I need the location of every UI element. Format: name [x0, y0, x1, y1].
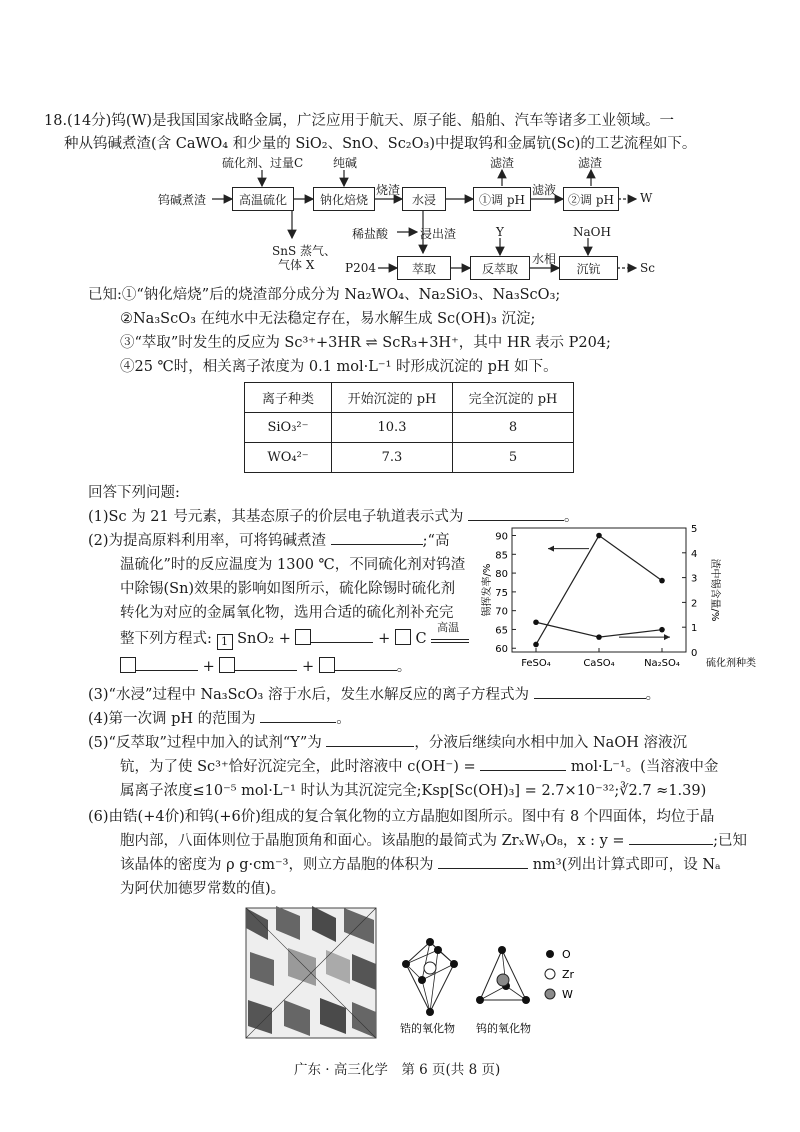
- question-2-line-1: [88, 530, 449, 552]
- table-cell: SiO₃²⁻: [245, 413, 332, 443]
- reaction-condition: 高温: [437, 621, 460, 634]
- question-1: (1)Sc 为 21 号元素，其基态原子的价层电子轨道表示式为 。: [88, 506, 578, 528]
- table-header: 离子种类: [245, 383, 332, 413]
- flow-box-high-temp-sulfurization: 高温硫化: [232, 187, 294, 211]
- coefficient-box[interactable]: [120, 657, 136, 673]
- answer-blank[interactable]: [326, 732, 414, 747]
- coefficient-box[interactable]: [219, 657, 235, 673]
- w-oxide-tetrahedron: [476, 946, 530, 1004]
- answer-intro: 回答下列问题:: [88, 485, 180, 501]
- table-row: [245, 443, 574, 473]
- annotation-arrowhead-left: [548, 546, 554, 552]
- question-2-equation-1: [120, 621, 469, 650]
- equals-line: [431, 639, 469, 643]
- flow-output-w: W: [640, 191, 653, 205]
- question-2-line-4: 转化为对应的金属氧化物，选用合适的硫化剂补充完: [120, 605, 454, 621]
- coefficient-box[interactable]: [295, 629, 311, 645]
- plus-sign: +: [378, 631, 391, 647]
- series-2-point: [659, 627, 665, 633]
- q6-text: ;已知: [713, 833, 748, 849]
- answer-blank[interactable]: [534, 684, 646, 699]
- zr-oxide-octahedron: [402, 938, 458, 1016]
- series-1-point: [659, 578, 665, 584]
- label-w-oxide: 钨的氧化物: [476, 1022, 531, 1035]
- q2-text: ;“高: [422, 533, 450, 549]
- y-tick-label-left: 60: [495, 644, 508, 656]
- chart-frame: [512, 528, 686, 652]
- question-6-line-1: (6)由锆(+4价)和钨(+6价)组成的复合氧化物的立方晶胞如图所示。图中有 8 个四面体，均位于晶: [88, 809, 715, 825]
- x-axis-label: 硫化剂种类: [706, 658, 756, 669]
- flow-box-ph-adjust-1: ①调 pH: [473, 187, 531, 211]
- flow-label-dilute-hcl: 稀盐酸: [352, 227, 389, 241]
- flow-label-sns-vapor: SnS 蒸气、: [272, 244, 336, 258]
- label-zr-oxide: 锆的氧化物: [400, 1022, 455, 1035]
- legend-zr-label: Zr: [562, 968, 575, 981]
- y-tick-label-left: 75: [495, 587, 508, 599]
- flow-label-soda: 纯碱: [333, 156, 358, 170]
- table-row: [245, 413, 574, 443]
- q3-text: (3)“水浸”过程中 Na₃ScO₃ 溶于水后，发生水解反应的离子方程式为: [88, 687, 529, 703]
- legend-w-marker: [545, 989, 555, 999]
- answer-blank[interactable]: [480, 756, 566, 771]
- y-tick-label-left: 85: [495, 550, 508, 562]
- plus-sign: +: [301, 659, 315, 675]
- flow-box-extraction: 萃取: [397, 256, 451, 280]
- question-2-line-3: 中除锡(Sn)效果的影响如图所示，硫化除锡时硫化剂: [120, 581, 456, 597]
- x-tick-label: FeSO₄: [521, 658, 551, 669]
- y-tick-label-right: 3: [691, 573, 698, 585]
- table-header-row: [245, 383, 574, 413]
- equation-term: C: [415, 631, 427, 647]
- q5-text: ，分液后继续向水相中加入 NaOH 溶液沉: [414, 735, 687, 751]
- y-tick-label-right: 0: [691, 648, 698, 659]
- flow-label-roast-residue: 烧渣: [376, 183, 401, 197]
- flow-label-sulfurizer: 硫化剂、过量C: [222, 156, 304, 170]
- q5-text: 钪，为了使 Sc³⁺恰好沉淀完全，此时溶液中 c(OH⁻) =: [120, 759, 476, 775]
- plus-sign: +: [202, 659, 215, 675]
- legend-w-label: W: [562, 988, 573, 1001]
- question-5-line-2: [120, 756, 718, 778]
- legend-o-marker: [546, 950, 554, 958]
- question-1-text: (1)Sc 为 21 号元素，其基态原子的价层电子轨道表示式为: [88, 509, 464, 525]
- answer-blank[interactable]: [438, 854, 528, 869]
- legend-zr-marker: [545, 969, 555, 979]
- y-tick-label-left: 70: [495, 606, 508, 618]
- series-2-point: [596, 634, 602, 640]
- annotation-arrowhead-right: [664, 634, 670, 640]
- y-tick-label-right: 2: [691, 598, 698, 610]
- flowchart-arrows: [0, 0, 800, 290]
- flow-label-naoh: NaOH: [573, 225, 611, 239]
- answer-blank[interactable]: [235, 656, 297, 671]
- flow-input-slag: 钨碱煮渣: [158, 193, 207, 207]
- x-tick-label: CaSO₄: [583, 658, 615, 669]
- known-3: ③“萃取”时发生的反应为 Sc³⁺+3HR ⇌ ScR₃+3H⁺，其中 HR 表示 P204;: [120, 335, 611, 351]
- y-tick-label-left: 80: [495, 569, 508, 581]
- y-tick-label-right: 5: [691, 524, 698, 535]
- coefficient-box: 1: [217, 634, 233, 650]
- series-2-point: [533, 619, 539, 625]
- flow-box-water-leach: 水浸: [402, 187, 446, 211]
- table-cell: 5: [453, 443, 574, 473]
- known-1: 已知:①“钠化焙烧”后的烧渣部分成分为 Na₂WO₄、Na₂SiO₃、Na₃ScO₃;: [88, 287, 561, 303]
- table-header: 完全沉淀的 pH: [453, 383, 574, 413]
- table-header: 开始沉淀的 pH: [332, 383, 453, 413]
- q2-text: 整下列方程式:: [120, 631, 212, 647]
- question-6-line-3: [120, 854, 721, 876]
- flow-box-precipitate-sc: 沉钪: [559, 256, 618, 280]
- flow-label-leach-residue: 浸出渣: [420, 227, 457, 241]
- table-cell: 10.3: [332, 413, 453, 443]
- q5-text: mol·L⁻¹。(当溶液中金: [570, 759, 719, 775]
- answer-blank[interactable]: [331, 530, 423, 545]
- known-4: ④25 ℃时，相关离子浓度为 0.1 mol·L⁻¹ 时形成沉淀的 pH 如下。: [120, 359, 558, 375]
- flow-box-sodium-roasting: 钠化焙烧: [313, 187, 375, 211]
- flow-label-aqueous-phase: 水相: [532, 252, 557, 266]
- answer-blank[interactable]: [311, 628, 373, 643]
- flow-label-filtrate: 滤液: [532, 183, 557, 197]
- q6-text: 该晶体的密度为 ρ g·cm⁻³，则立方晶胞的体积为: [120, 857, 434, 873]
- question-6-line-2: [120, 830, 747, 852]
- coefficient-box[interactable]: [395, 629, 411, 645]
- x-tick-label: Na₂SO₄: [644, 658, 680, 669]
- flow-label-residue-1: 滤渣: [490, 156, 515, 170]
- q5-text: (5)“反萃取”过程中加入的试剂“Y”为: [88, 735, 322, 751]
- equation-term: SnO₂ +: [237, 631, 291, 647]
- flow-label-gas-x: 气体 X: [278, 258, 315, 272]
- legend-o-label: O: [562, 948, 571, 961]
- question-3: (3)“水浸”过程中 Na₃ScO₃ 溶于水后，发生水解反应的离子方程式为 。: [88, 684, 660, 706]
- answer-blank[interactable]: [335, 656, 397, 671]
- crystal-legend: [545, 948, 575, 1001]
- unit-cell-illustration: [246, 906, 376, 1038]
- table-cell: 7.3: [332, 443, 453, 473]
- table-cell: 8: [453, 413, 574, 443]
- answer-blank[interactable]: [260, 708, 336, 723]
- flow-output-sc: Sc: [640, 261, 655, 275]
- coefficient-box[interactable]: [319, 657, 335, 673]
- question-6-line-4: 为阿伏加德罗常数的值)。: [120, 881, 286, 897]
- y-tick-label-left: 65: [495, 625, 508, 637]
- question-2-equation-2: + + 。: [120, 656, 411, 678]
- y-tick-label-left: 90: [495, 531, 508, 543]
- y-tick-label-right: 4: [691, 548, 698, 560]
- answer-blank[interactable]: [136, 656, 198, 671]
- y-axis-label-right: 渣中锡含量/%: [709, 558, 720, 622]
- y-axis-label-left: 锡挥发率/%: [482, 563, 493, 617]
- page-footer: 广东 · 高三化学 第 6 页(共 8 页): [294, 1062, 501, 1078]
- question-5-line-1: [88, 732, 687, 754]
- answer-blank[interactable]: [629, 830, 713, 845]
- flow-box-back-extraction: 反萃取: [470, 256, 530, 280]
- question-intro-line-2: 种从钨碱煮渣(含 CaWO₄ 和少量的 SiO₂、SnO、Sc₂O₃)中提取钨和金属钪(Sc)的工艺流程如下。: [64, 136, 697, 152]
- series-line-1: [536, 536, 662, 645]
- q2-text: (2)为提高原料利用率，可将钨碱煮渣: [88, 533, 327, 549]
- sulfurizer-chart: [476, 518, 756, 686]
- y-tick-label-right: 1: [691, 623, 698, 635]
- crystal-structure-figure: [240, 900, 600, 1050]
- question-intro-line-1: 18.(14分)钨(W)是我国国家战略金属，广泛应用于航天、原子能、船舶、汽车等诸多工业领域。一: [44, 113, 675, 129]
- question-4: (4)第一次调 pH 的范围为 。: [88, 708, 351, 730]
- flow-label-p204: P204: [345, 261, 376, 275]
- known-2: ②Na₃ScO₃ 在纯水中无法稳定存在，易水解生成 Sc(OH)₃ 沉淀;: [120, 311, 536, 327]
- reaction-arrow: [431, 621, 469, 643]
- table-cell: WO₄²⁻: [245, 443, 332, 473]
- q6-text: nm³(列出计算式即可，设 Nₐ: [532, 857, 721, 873]
- flow-label-residue-2: 滤渣: [578, 156, 603, 170]
- question-5-line-3: 属离子浓度≤10⁻⁵ mol·L⁻¹ 时认为其沉淀完全;Ksp[Sc(OH)₃] = 2.7×10⁻³²;∛2.7 ≈1.39): [120, 783, 707, 799]
- question-2-line-2: 温硫化”时的反应温度为 1300 ℃，不同硫化剂对钨渣: [120, 557, 466, 573]
- q4-text: (4)第一次调 pH 的范围为: [88, 711, 256, 727]
- series-1-point: [533, 642, 539, 648]
- ph-table: [244, 382, 574, 473]
- flow-label-y: Y: [496, 225, 504, 239]
- flow-box-ph-adjust-2: ②调 pH: [563, 187, 619, 211]
- q6-text: 胞内部，八面体则位于晶胞顶角和面心。该晶胞的最简式为 ZrₓWᵧO₈，x : y =: [120, 833, 625, 849]
- series-1-point: [596, 533, 602, 539]
